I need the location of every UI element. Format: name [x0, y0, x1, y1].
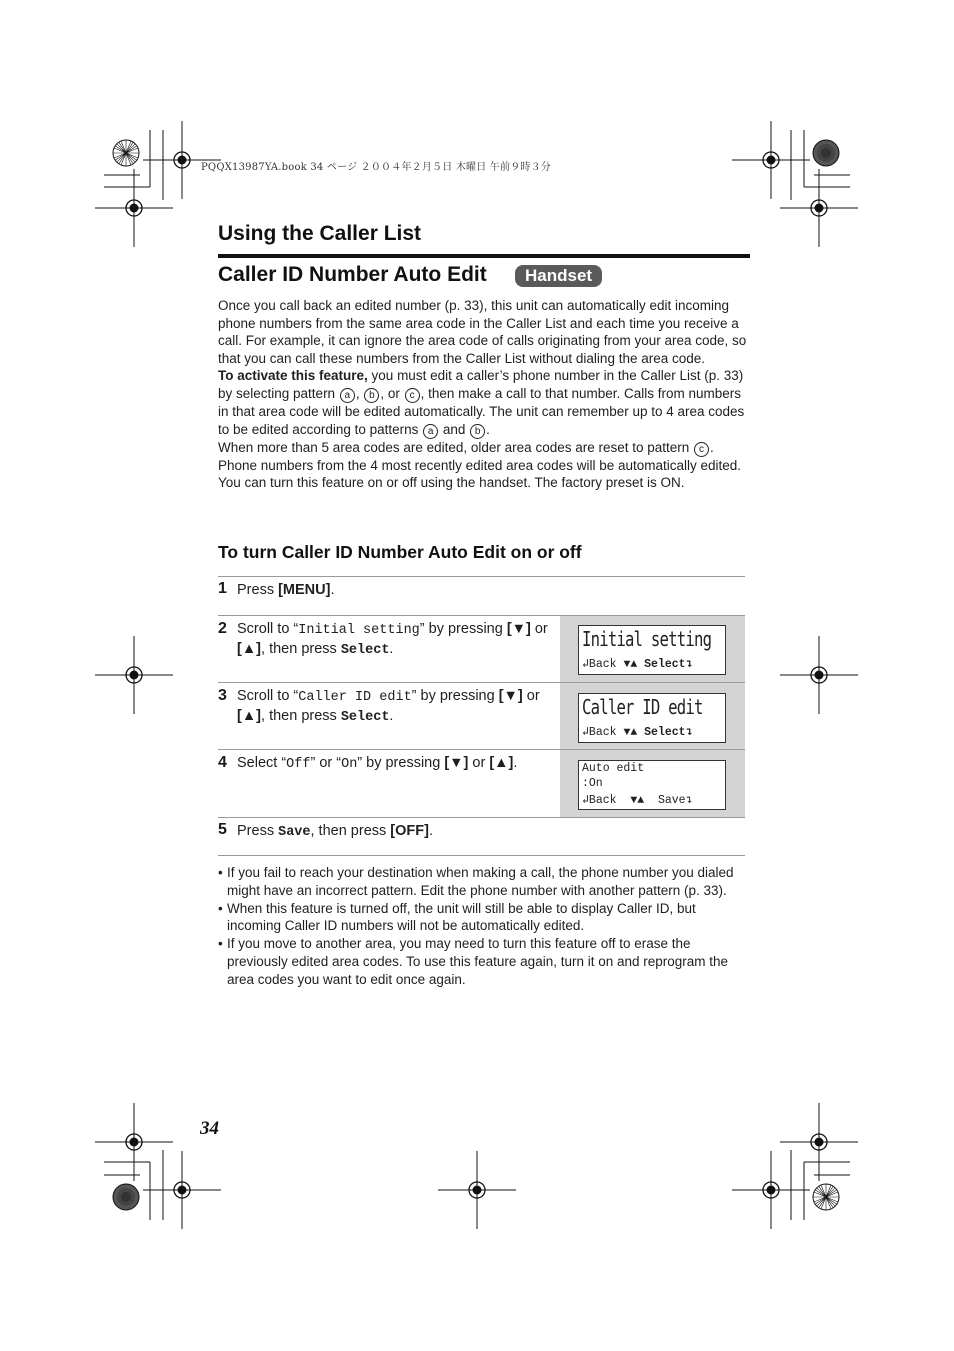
note-text: If you fail to reach your destination when making a call, the phone number you dialed might have an incorrect pattern. Edit the phone number with another pattern (p. 33). — [227, 865, 734, 898]
intro-text-span: you must edit a caller’s phone number in the Caller List (p. 33) by selecting pattern — [218, 368, 744, 401]
step-span: or — [468, 755, 490, 771]
lcd-save: Save↴ — [657, 794, 693, 807]
pattern-c-icon: c — [694, 442, 709, 457]
down-key: [▼] — [506, 621, 531, 637]
list-item — [218, 900, 746, 936]
step-span: , then press — [310, 823, 391, 839]
step-span: ” by pressing — [357, 755, 445, 771]
bullet: • — [218, 900, 223, 916]
step-span: ” or “ — [310, 755, 342, 771]
step-4 — [218, 750, 745, 817]
down-key: [▼] — [444, 755, 469, 771]
step-number: 1 — [218, 580, 227, 597]
feature-title: Caller ID Number Auto Edit — [218, 263, 487, 286]
intro-paragraph-3 — [218, 439, 748, 475]
lcd-main-text: Initial setting — [582, 627, 712, 651]
step-2 — [218, 616, 745, 682]
step-span: . — [389, 641, 394, 657]
step-span: , then press — [261, 708, 341, 724]
step-span: . — [389, 708, 394, 724]
lcd-select: Select↴ — [644, 726, 693, 739]
step-span: Press — [237, 823, 279, 839]
step-text — [237, 620, 552, 660]
option-off: Off — [286, 757, 311, 772]
up-key: [▲] — [489, 755, 514, 771]
step-span: ” by pressing — [419, 621, 507, 637]
lcd-select: Select↴ — [644, 658, 693, 671]
intro-text-span: , then make a call to that number. Calls from numbers in that area code will be edited automatically. The unit can remember up to 4 area codes to be edited according to patterns — [218, 385, 745, 437]
lcd-arrows-icon: ▼▲ — [623, 726, 638, 739]
lcd-arrows-icon: ▼▲ — [623, 658, 638, 671]
step-number: 4 — [218, 754, 227, 771]
pattern-b-icon: b — [364, 388, 379, 403]
lcd-display — [578, 760, 726, 810]
lcd-back: ↲Back — [582, 794, 617, 807]
lcd-display — [578, 625, 726, 675]
step-number: 3 — [218, 687, 227, 704]
step-span: Select “ — [237, 755, 287, 771]
step-text — [237, 687, 552, 727]
step-span: . — [428, 823, 433, 839]
intro-text-span: , — [355, 385, 364, 401]
step-number: 5 — [218, 821, 227, 838]
note-text: When this feature is turned off, the unit will still be able to display Caller ID, but incoming Caller ID numbers will not be automatically edited. — [227, 900, 696, 934]
off-key: [OFF] — [390, 823, 429, 839]
intro-paragraph-1: Once you call back an edited number (p. 33), this unit can automatically edit incoming phone numbers from the same area code in the Caller List and each time you receive a call. For example, it can ignore the area code of calls originating from your area code, so that you can call these numbers from the Caller List without dialing the area code. — [218, 298, 747, 366]
lcd-main-text: Caller ID edit — [582, 695, 703, 719]
pattern-a-icon: a — [340, 388, 355, 403]
intro-text — [218, 297, 748, 492]
step-span: or — [522, 688, 540, 704]
step-span: ” by pressing — [411, 688, 499, 704]
step-span: Scroll to “ — [237, 621, 299, 637]
section-rule — [218, 254, 750, 258]
list-item — [218, 935, 746, 988]
step-text — [237, 581, 334, 600]
lcd-softkeys — [582, 656, 693, 671]
step-1 — [218, 577, 745, 615]
option-on: On — [341, 757, 358, 772]
intro-text-span: . — [486, 421, 490, 437]
list-item — [218, 864, 746, 900]
intro-paragraph-2 — [218, 367, 748, 438]
print-header: PQQX13987YA.book 34 ページ ２００４年２月５日 木曜日 午前９時３分 — [201, 162, 552, 173]
lcd-line-1: Auto edit — [582, 762, 645, 775]
intro-text-span: and — [439, 421, 470, 437]
soft-key: Select — [340, 710, 390, 725]
bullet: • — [218, 865, 223, 880]
pattern-b-icon: b — [470, 424, 485, 439]
pattern-c-icon: c — [405, 388, 420, 403]
up-key: [▲] — [237, 708, 262, 724]
subsection-title: To turn Caller ID Number Auto Edit on or off — [218, 542, 582, 562]
lcd-softkeys — [582, 724, 693, 739]
divider — [218, 855, 745, 856]
step-span: Scroll to “ — [237, 688, 299, 704]
note-text: If you move to another area, you may need to turn this feature off to erase the previously edited area codes. To use this feature again, turn it on and reprogram the area codes you want to edit once again. — [227, 936, 729, 987]
step-span: or — [530, 621, 548, 637]
intro-paragraph-4: You can turn this feature on or off using the handset. The factory preset is ON. — [218, 475, 685, 491]
soft-key: Save — [278, 825, 311, 840]
lcd-arrows-icon: ▼▲ — [630, 794, 645, 807]
step-3 — [218, 683, 745, 749]
step-span: Press — [237, 582, 279, 598]
step-text — [237, 754, 557, 774]
step-span: , then press — [261, 641, 341, 657]
menu-key: [MENU] — [278, 582, 331, 598]
step-span: . — [330, 582, 335, 598]
activate-label: To activate this feature, — [218, 368, 368, 384]
section-title: Using the Caller List — [218, 222, 422, 245]
step-text — [237, 822, 433, 842]
soft-key: Select — [340, 643, 390, 658]
lcd-back: ↲Back — [582, 658, 617, 671]
notes-list — [218, 864, 746, 989]
down-key: [▼] — [498, 688, 523, 704]
menu-item-name: Initial setting — [298, 623, 420, 638]
lcd-display — [578, 693, 726, 743]
lcd-line-2: :On — [582, 777, 603, 790]
up-key: [▲] — [237, 641, 262, 657]
step-5 — [218, 818, 745, 854]
bullet: • — [218, 936, 223, 952]
step-span: . — [513, 755, 518, 771]
pattern-a-icon: a — [423, 424, 438, 439]
step-number: 2 — [218, 620, 227, 637]
menu-item-name: Caller ID edit — [298, 690, 412, 705]
handset-badge: Handset — [515, 265, 602, 287]
lcd-softkeys — [582, 792, 693, 807]
intro-text-span: When more than 5 area codes are edited, older area codes are reset to pattern — [218, 439, 694, 455]
intro-text-span: . Phone numbers from the 4 most recently edited area codes will be automatically edited. — [218, 439, 742, 473]
lcd-back: ↲Back — [582, 726, 617, 739]
intro-text-span: , or — [380, 385, 404, 401]
page-number: 34 — [200, 1118, 219, 1139]
